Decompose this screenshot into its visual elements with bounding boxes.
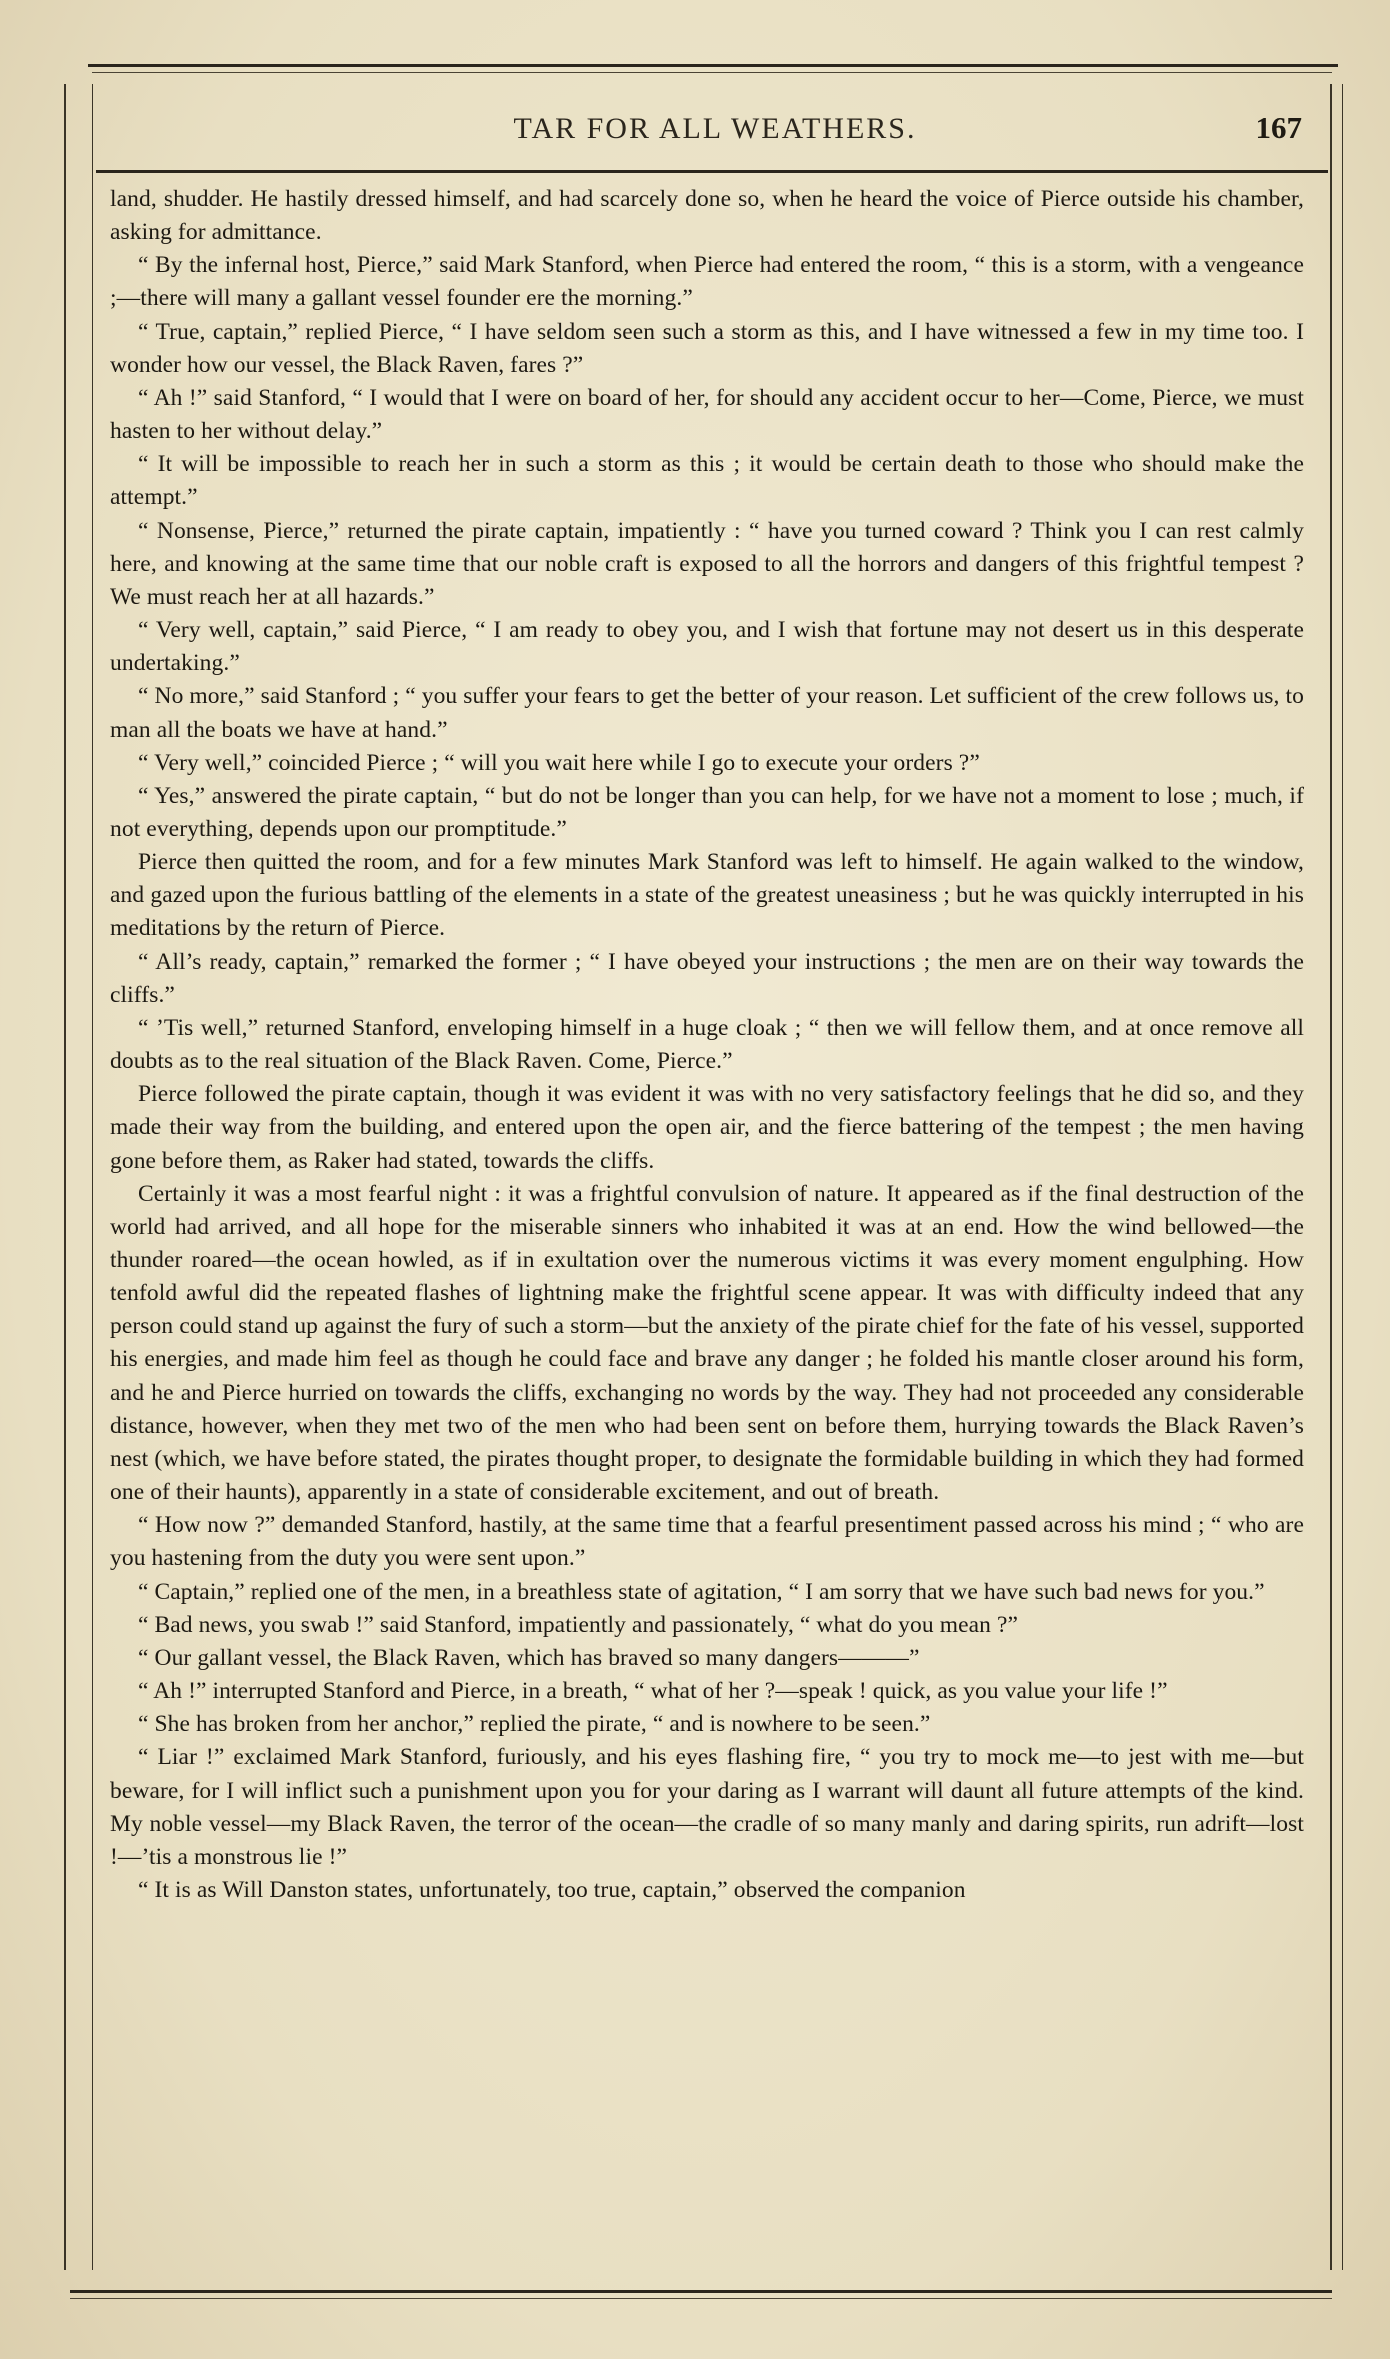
paragraph: “ True, captain,” replied Pierce, “ I have seldom seen such a storm as this, and I have witnessed a few in my time too. I wonder how our vessel, the Black Raven, fares ?” bbox=[110, 318, 1304, 378]
page-header bbox=[100, 104, 1330, 160]
bottom-border-rule bbox=[70, 2290, 1332, 2293]
right-border-line bbox=[1330, 84, 1332, 2270]
right-outer-border-line bbox=[1342, 84, 1343, 2270]
paragraph: Pierce then quitted the room, and for a few minutes Mark Stanford was left to himself. He again walked to the window, and gazed upon the furious battling of the elements in a state of the greatest uneasiness ; but he was quickly interrupted in his meditations by the return of Pierce. bbox=[110, 849, 1304, 942]
paragraph: “ How now ?” demanded Stanford, hastily, at the same time that a fearful presentiment passed across his mind ; “ who are you hastening from the duty you were sent upon.” bbox=[110, 1512, 1304, 1572]
paragraph: “ No more,” said Stanford ; “ you suffer your fears to get the better of your reason. Let sufficient of the crew follows us, to man all the boats we have at hand.” bbox=[110, 683, 1304, 743]
paragraph: “ She has broken from her anchor,” replied the pirate, “ and is nowhere to be seen.” bbox=[138, 1711, 931, 1738]
paragraph: “ Very well,” coincided Pierce ; “ will you wait here while I go to execute your orders ?” bbox=[138, 749, 980, 776]
paragraph: “ Very well, captain,” said Pierce, “ I am ready to obey you, and I wish that fortune may not desert us in this desperate undertaking.” bbox=[110, 617, 1304, 677]
top-border-rule bbox=[88, 64, 1338, 67]
paragraph: land, shudder. He hastily dressed himself, and had scarcely done so, when he heard the voice of Pierce outside his chamber, asking for admittance. bbox=[110, 186, 1304, 246]
paragraph: “ Ah !” said Stanford, “ I would that I were on board of her, for should any accident occur to her—Come, Pierce, we must hasten to her without delay.” bbox=[110, 384, 1304, 445]
left-inner-border-line bbox=[92, 84, 93, 2270]
paragraph: “ ’Tis well,” returned Stanford, enveloping himself in a huge cloak ; “ then we will fellow them, and at once remove all doubts as to the real situation of the Black Raven. Come, Pierce.” bbox=[110, 1014, 1304, 1075]
paragraph: “ Captain,” replied one of the men, in a breathless state of agitation, “ I am sorry that we have such bad news for you.” bbox=[138, 1578, 1265, 1605]
body-text bbox=[110, 183, 1304, 1907]
paragraph: “ Liar !” exclaimed Mark Stanford, furiously, and his eyes flashing fire, “ you try to mock me—to jest with me—but beware, for I will inflict such a punishment upon you for your daring as I warrant will daunt all future attempts of the kind. My noble vessel—my Black Raven, the terror of the ocean—the cradle of so many manly and daring spirits, run adrift—lost !—’tis a monstrous lie !” bbox=[110, 1744, 1304, 1870]
left-border-line bbox=[64, 84, 66, 2270]
page-number: 167 bbox=[1255, 110, 1302, 145]
paragraph: “ Ah !” interrupted Stanford and Pierce, in a breath, “ what of her ?—speak ! quick, as you value your life !” bbox=[138, 1678, 1168, 1705]
paragraph: “ Our gallant vessel, the Black Raven, which has braved so many dangers———” bbox=[138, 1644, 920, 1671]
paragraph: “ By the infernal host, Pierce,” said Mark Stanford, when Pierce had entered the room, “ this is a storm, with a vengeance ;—there will many a gallant vessel founder ere the morning.” bbox=[110, 252, 1304, 312]
paragraph: Certainly it was a most fearful night : it was a frightful convulsion of nature. It appeared as if the final destruction of the world had arrived, and all hope for the miserable sinners who inhabited it was at an end. How the wind bellowed—the thunder roared—the ocean howled, as if in exultation over the numerous victims it was every moment engulphing. How tenfold awful did the repeated flashes of lightning make the frightful scene appear. It was with difficulty indeed that any person could stand up against the fury of such a storm—but the anxiety of the pirate chief for the fate of his vessel, supported his energies, and made him feel as though he could face and brave any danger ; he folded his mantle closer around his form, and he and Pierce hurried on towards the cliffs, exchanging no words by the way. They had not proceeded any considerable distance, however, when they met two of the men who had been sent on before them, hurrying towards the Black Raven’s nest (which, we have before stated, the pirates thought proper, to designate the formidable building in which they had formed one of their haunts), apparently in a state of considerable excitement, and out of breath. bbox=[110, 1180, 1304, 1506]
paragraph: “ Nonsense, Pierce,” returned the pirate captain, impatiently : “ have you turned coward ? Think you I can rest calmly here, and knowing at the same time that our noble craft is exposed to all the horrors and dangers of this frightful tempest ? We must reach her at all hazards.” bbox=[110, 517, 1304, 610]
running-title: TAR FOR ALL WEATHERS. bbox=[513, 112, 917, 145]
paragraph: “ It will be impossible to reach her in such a storm as this ; it would be certain death to those who should make the attempt.” bbox=[110, 451, 1304, 511]
paragraph: “ All’s ready, captain,” remarked the former ; “ I have obeyed your instructions ; the men are on their way towards the cliffs.” bbox=[110, 948, 1304, 1008]
bottom-border-thin-rule bbox=[70, 2298, 1332, 2299]
paragraph: “ Yes,” answered the pirate captain, “ but do not be longer than you can help, for we have not a moment to lose ; much, if not everything, depends upon our promptitude.” bbox=[110, 782, 1304, 842]
paragraph: “ Bad news, you swab !” said Stanford, impatiently and passionately, “ what do you mean ?” bbox=[138, 1611, 1019, 1638]
paragraph: Pierce followed the pirate captain, though it was evident it was with no very satisfactory feelings that he did so, and they made their way from the building, and entered upon the open air, and the fierce battering of the tempest ; the men having gone before them, as Raker had stated, towards the cliffs. bbox=[110, 1081, 1304, 1174]
header-rule bbox=[96, 170, 1328, 173]
top-border-thin-rule bbox=[92, 72, 1332, 73]
paragraph: “ It is as Will Danston states, unfortunately, too true, captain,” observed the companion bbox=[138, 1876, 966, 1903]
